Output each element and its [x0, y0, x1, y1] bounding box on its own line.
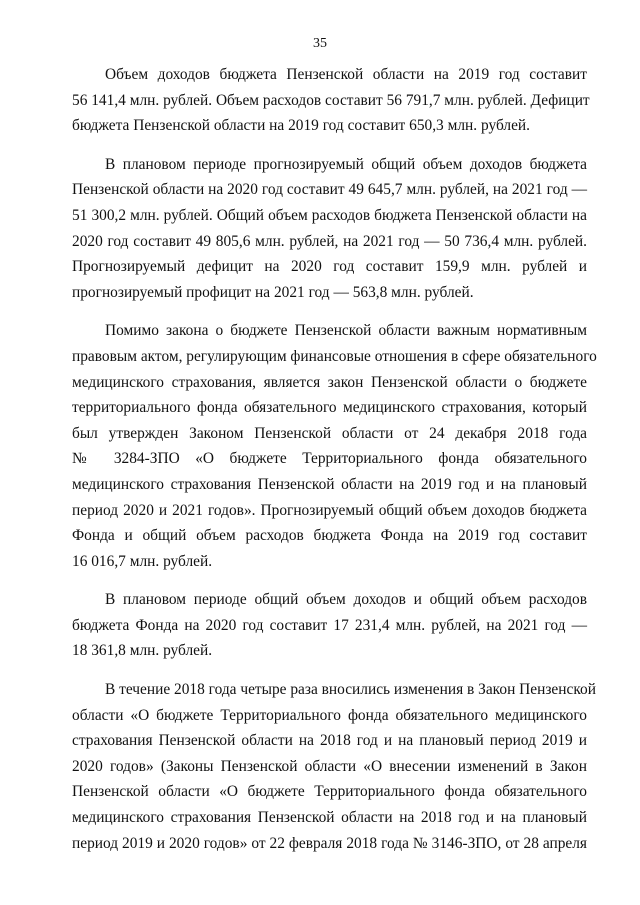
- document-body: [72, 62, 597, 869]
- paragraph-line: бюджета Пензенской области на 2019 год составит 650,3 млн. рублей.: [72, 117, 530, 135]
- paragraph-line: медицинского страхования Пензенской области на 2019 год и на плановый: [72, 475, 587, 493]
- paragraph-line: страхования Пензенской области на 2018 год и на плановый период 2019 и: [72, 732, 587, 750]
- paragraph-line: Помимо закона о бюджете Пензенской области важным нормативным: [105, 322, 587, 340]
- paragraph-line: 56 141,4 млн. рублей. Объем расходов составит 56 791,7 млн. рублей. Дефицит: [72, 91, 590, 109]
- paragraph-line: Объем доходов бюджета Пензенской области на 2019 год составит: [105, 66, 587, 83]
- paragraph-line: 51 300,2 млн. рублей. Общий объем расходов бюджета Пензенской области на: [72, 206, 587, 224]
- paragraph-line: прогнозируемый профицит на 2021 год — 563,8 млн. рублей.: [72, 283, 474, 301]
- paragraph-line: Пензенской области на 2020 год составит 49 645,7 млн. рублей, на 2021 год —: [72, 181, 587, 199]
- paragraph: [72, 318, 597, 574]
- paragraph-line: 16 016,7 млн. рублей.: [72, 552, 213, 570]
- paragraph: [72, 152, 587, 306]
- paragraph-line: 18 361,8 млн. рублей.: [72, 642, 213, 660]
- paragraph-line: 2020 годов» (Законы Пензенской области «О внесении изменений в Закон: [72, 757, 587, 775]
- paragraph-line: период 2019 и 2020 годов» от 22 февраля 2018 года № 3146-ЗПО, от 28 апреля: [72, 834, 587, 852]
- paragraph-line: Прогнозируемый дефицит на 2020 год составит 159,9 млн. рублей и: [72, 258, 587, 276]
- paragraph-line: бюджета Фонда на 2020 год составит 17 231,4 млн. рублей, на 2021 год —: [72, 616, 587, 634]
- paragraph-line: был утвержден Законом Пензенской области от 24 декабря 2018 года: [72, 424, 587, 442]
- paragraph-line: медицинского страхования Пензенской области на 2018 год и на плановый: [72, 809, 587, 827]
- paragraph-line: медицинского страхования, является закон Пензенской области о бюджете: [72, 373, 587, 391]
- paragraph-line: В течение 2018 года четыре раза вносились изменения в Закон Пензенской: [105, 681, 596, 699]
- paragraph-line: 2020 год составит 49 805,6 млн. рублей, на 2021 год — 50 736,4 млн. рублей.: [72, 232, 587, 250]
- paragraph-line: В плановом периоде общий объем доходов и общий объем расходов: [105, 591, 587, 609]
- paragraph: [72, 587, 587, 664]
- paragraph-line: области «О бюджете Территориального фонда обязательного медицинского: [72, 706, 587, 724]
- paragraph-line: Пензенской области «О бюджете Территориального фонда обязательного: [72, 783, 587, 801]
- paragraph-line: Фонда и общий объем расходов бюджета Фонда на 2019 год составит: [72, 527, 587, 545]
- paragraph-line: В плановом периоде прогнозируемый общий объем доходов бюджета: [105, 155, 587, 173]
- page-number: 35: [313, 36, 327, 51]
- paragraph-line: № 3284-ЗПО «О бюджете Территориального фонда обязательного: [72, 450, 587, 468]
- paragraph-line: период 2020 и 2021 годов». Прогнозируемый общий объем доходов бюджета: [72, 501, 587, 519]
- paragraph: [72, 62, 590, 139]
- paragraph-line: правовым актом, регулирующим финансовые отношения в сфере обязательного: [72, 347, 597, 365]
- paragraph: [72, 677, 596, 856]
- paragraph-line: территориального фонда обязательного медицинского страхования, который: [72, 399, 587, 417]
